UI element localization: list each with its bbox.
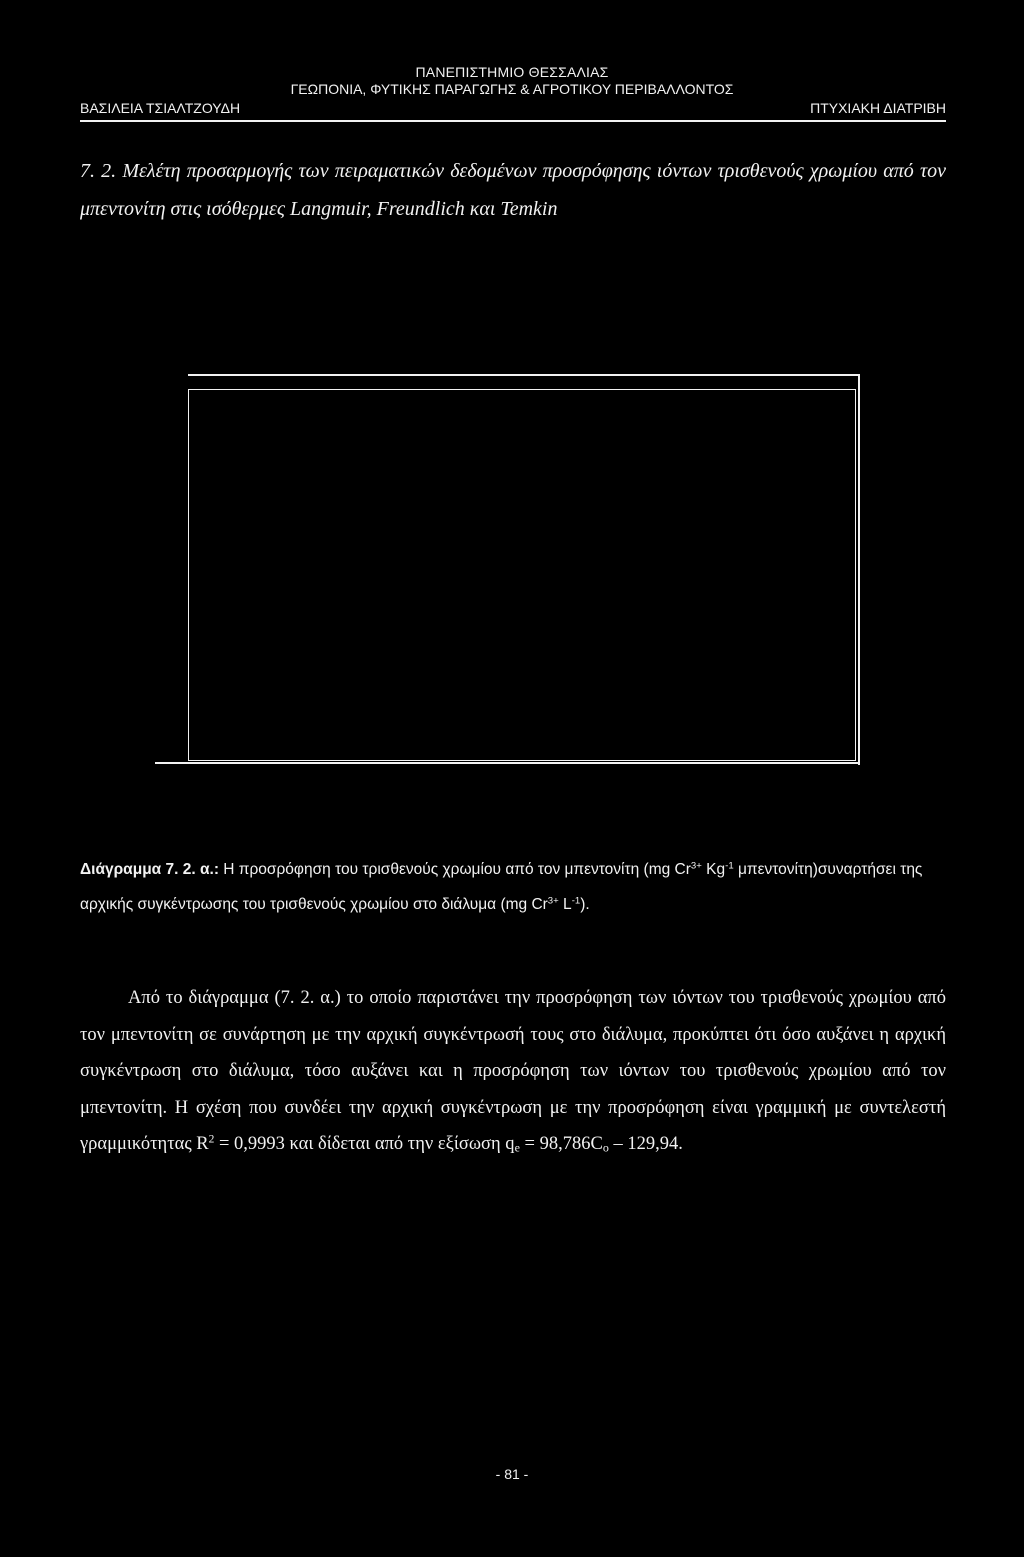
caption-sup-2: -1 xyxy=(725,860,734,872)
paragraph-sup-r: 2 xyxy=(208,1134,215,1147)
header-department: ΓΕΩΠΟΝΙΑ, ΦΥΤΙΚΗΣ ΠΑΡΑΓΩΓΗΣ & ΑΓΡΟΤΙΚΟΥ ΠΕΡΙΒΑΛΛΟΝΤΟΣ xyxy=(290,81,734,97)
paragraph-text-4: – 129,94. xyxy=(608,1134,683,1155)
header-author: ΒΑΣΙΛΕΙΑ ΤΣΙΑΛΤΖΟΥΔΗ xyxy=(80,100,241,116)
figure-chart-area xyxy=(188,389,856,761)
section-number: 7. 2. xyxy=(80,160,117,182)
caption-label: Διάγραμμα 7. 2. α.: xyxy=(80,861,219,878)
paragraph-sub-o: o xyxy=(602,1140,609,1155)
header-rule xyxy=(80,120,946,122)
caption-text-3: μπεντονίτη)συναρτήσει της αρχικής συγκέντρωσης του τρισθενούς χρωμίου στο διάλυμα (mg Cr xyxy=(80,861,923,913)
caption-text-5: ). xyxy=(580,896,590,913)
caption-text-1: Η προσρόφηση του τρισθενούς χρωμίου από τον μπεντονίτη (mg Cr xyxy=(218,861,691,878)
caption-text-2: Kg xyxy=(701,861,726,878)
figure-frame-bottom xyxy=(155,762,860,764)
header-thesis-type: ΠΤΥΧΙΑΚΗ ΔΙΑΤΡΙΒΗ xyxy=(810,100,946,116)
caption-sup-4: -1 xyxy=(571,895,581,907)
body-paragraph xyxy=(80,980,946,1163)
page-number: - 81 - xyxy=(495,1466,529,1482)
figure-frame-right xyxy=(858,374,860,765)
section-title: Μελέτη προσαρμογής των πειραματικών δεδομένων προσρόφησης ιόντων τρισθενούς χρωμίου από τον μπεντονίτη στις ισόθερμες Langmuir, Freundlich και Temkin xyxy=(80,160,947,220)
figure-frame-top xyxy=(188,374,860,376)
paragraph-text-2: = 0,9993 και δίδεται από την εξίσωση q xyxy=(214,1134,515,1155)
paragraph-text-1: Από το διάγραμμα (7. 2. α.) το οποίο παριστάνει την προσρόφηση των ιόντων του τρισθενούς χρωμίου από τον μπεντονίτη σε συνάρτηση με την αρχική συγκέντρωσή τους στο διάλυμα, προκύπτει ότι όσο αυξάνει η αρχική συγκέντρωση στο διάλυμα, τόσο αυξάνει και η προσρόφηση των ιόντων του τρισθενούς χρωμίου από τον μπεντονίτη. Η σχέση που συνδέει την αρχική συγκέντρωση με την προσρόφηση είναι γραμμική με συντελεστή γραμμικότητας R xyxy=(80,988,946,1155)
figure-caption xyxy=(80,852,946,922)
header-row xyxy=(80,100,946,116)
caption-sup-3: 3+ xyxy=(547,895,559,907)
header-university: ΠΑΝΕΠΙΣΤΗΜΙΟ ΘΕΣΣΑΛΙΑΣ xyxy=(415,64,609,80)
paragraph-text-3: = 98,786C xyxy=(519,1134,603,1155)
section-heading xyxy=(80,152,946,228)
caption-text-4: L xyxy=(558,896,572,913)
paragraph-sub-e: e xyxy=(514,1140,520,1155)
caption-sup-1: 3+ xyxy=(690,860,702,872)
